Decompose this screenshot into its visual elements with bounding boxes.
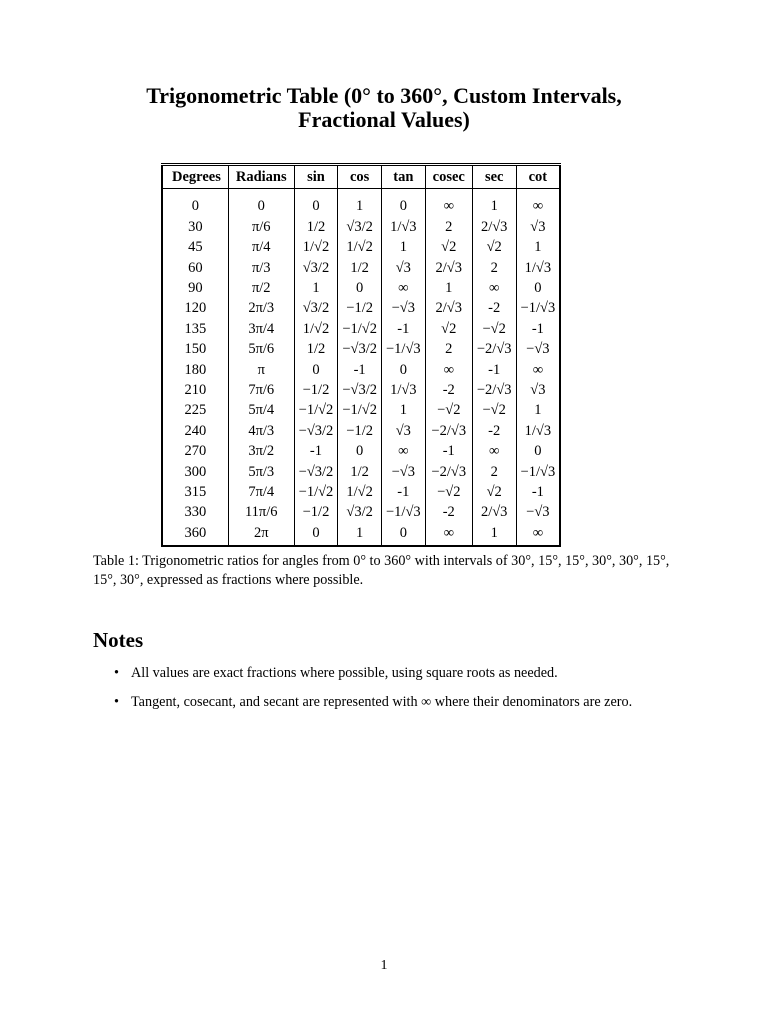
cell-cot: 0 <box>516 441 560 461</box>
table-row <box>162 482 560 502</box>
cell-sec: ∞ <box>472 441 516 461</box>
cell-tan: ∞ <box>381 441 425 461</box>
cell-sec: −2/√3 <box>472 339 516 359</box>
cell-sin: 1/√2 <box>294 319 338 339</box>
page-title <box>60 84 708 132</box>
cell-cot: √3 <box>516 380 560 400</box>
cell-degrees: 240 <box>162 421 228 441</box>
list-item <box>93 664 683 682</box>
cell-tan: √3 <box>381 258 425 278</box>
cell-degrees: 90 <box>162 278 228 298</box>
cell-radians: 11π/6 <box>228 502 294 522</box>
cell-degrees: 330 <box>162 502 228 522</box>
notes-heading: Notes <box>93 628 144 652</box>
cell-sec: 1 <box>472 195 516 217</box>
cell-degrees: 225 <box>162 400 228 420</box>
column-header-radians: Radians <box>228 165 294 189</box>
cell-sin: −1/2 <box>294 380 338 400</box>
table-row <box>162 237 560 257</box>
cell-cosec: -2 <box>425 502 472 522</box>
table-row <box>162 278 560 298</box>
cell-radians: π/6 <box>228 217 294 237</box>
cell-radians: π/4 <box>228 237 294 257</box>
cell-cosec: 2 <box>425 339 472 359</box>
cell-degrees: 150 <box>162 339 228 359</box>
cell-cos: 1/√2 <box>338 237 382 257</box>
cell-sec: −2/√3 <box>472 380 516 400</box>
table-row <box>162 441 560 461</box>
cell-cot: ∞ <box>516 195 560 217</box>
cell-cos: 0 <box>338 441 382 461</box>
cell-sin: 1/√2 <box>294 237 338 257</box>
cell-radians: 3π/4 <box>228 319 294 339</box>
cell-cot: 0 <box>516 278 560 298</box>
column-header-cos: cos <box>338 165 382 189</box>
cell-degrees: 45 <box>162 237 228 257</box>
cell-cot: ∞ <box>516 523 560 546</box>
table-caption: Table 1: Trigonometric ratios for angles from 0° to 360° with intervals of 30°, 15°, 15°, 30°, 30°, 15°, 15°, 30°, expressed as fractions where possible. <box>93 553 670 588</box>
cell-radians: 7π/6 <box>228 380 294 400</box>
cell-cos: −1/2 <box>338 421 382 441</box>
cell-sec: -2 <box>472 421 516 441</box>
cell-cos: −1/√2 <box>338 319 382 339</box>
cell-cosec: −2/√3 <box>425 421 472 441</box>
cell-sin: 1/2 <box>294 217 338 237</box>
cell-cos: −√3/2 <box>338 339 382 359</box>
cell-cosec: ∞ <box>425 195 472 217</box>
cell-tan: 0 <box>381 523 425 546</box>
cell-sec: -1 <box>472 360 516 380</box>
cell-degrees: 60 <box>162 258 228 278</box>
cell-sin: √3/2 <box>294 258 338 278</box>
cell-sin: -1 <box>294 441 338 461</box>
cell-radians: 3π/2 <box>228 441 294 461</box>
cell-sin: −1/√2 <box>294 400 338 420</box>
cell-sin: −1/2 <box>294 502 338 522</box>
table-row <box>162 195 560 217</box>
cell-cosec: −√2 <box>425 482 472 502</box>
cell-cos: −1/2 <box>338 298 382 318</box>
table-row <box>162 421 560 441</box>
table-row <box>162 400 560 420</box>
cell-degrees: 180 <box>162 360 228 380</box>
notes-list <box>93 664 683 722</box>
cell-cot: −1/√3 <box>516 462 560 482</box>
cell-sec: √2 <box>472 482 516 502</box>
cell-tan: −√3 <box>381 462 425 482</box>
cell-cosec: ∞ <box>425 360 472 380</box>
cell-sin: −√3/2 <box>294 462 338 482</box>
cell-cos: −1/√2 <box>338 400 382 420</box>
cell-cot: 1 <box>516 400 560 420</box>
cell-cot: 1 <box>516 237 560 257</box>
cell-radians: 2π <box>228 523 294 546</box>
table-row <box>162 258 560 278</box>
cell-radians: π/3 <box>228 258 294 278</box>
cell-radians: 4π/3 <box>228 421 294 441</box>
table-row <box>162 217 560 237</box>
cell-degrees: 0 <box>162 195 228 217</box>
cell-cot: −√3 <box>516 502 560 522</box>
list-item <box>93 693 683 711</box>
cell-degrees: 270 <box>162 441 228 461</box>
cell-cot: ∞ <box>516 360 560 380</box>
cell-sec: −√2 <box>472 400 516 420</box>
cell-cot: 1/√3 <box>516 421 560 441</box>
cell-cos: 1 <box>338 523 382 546</box>
cell-sec: √2 <box>472 237 516 257</box>
cell-radians: 5π/6 <box>228 339 294 359</box>
page-number: 1 <box>380 958 388 973</box>
cell-sec: ∞ <box>472 278 516 298</box>
cell-sin: √3/2 <box>294 298 338 318</box>
cell-cos: 1/2 <box>338 462 382 482</box>
cell-tan: −1/√3 <box>381 339 425 359</box>
cell-sin: 0 <box>294 360 338 380</box>
bullet-icon: • <box>114 694 119 710</box>
cell-cot: √3 <box>516 217 560 237</box>
cell-cosec: −√2 <box>425 400 472 420</box>
trig-table <box>161 163 561 547</box>
cell-cosec: 2/√3 <box>425 298 472 318</box>
cell-tan: 1/√3 <box>381 217 425 237</box>
table-row <box>162 298 560 318</box>
cell-degrees: 30 <box>162 217 228 237</box>
table-body <box>162 195 560 547</box>
cell-degrees: 135 <box>162 319 228 339</box>
cell-degrees: 210 <box>162 380 228 400</box>
cell-cos: −√3/2 <box>338 380 382 400</box>
cell-sec: 1 <box>472 523 516 546</box>
cell-sec: 2 <box>472 462 516 482</box>
cell-cosec: 2/√3 <box>425 258 472 278</box>
cell-sec: 2/√3 <box>472 217 516 237</box>
cell-radians: 2π/3 <box>228 298 294 318</box>
cell-cot: −1/√3 <box>516 298 560 318</box>
cell-tan: 0 <box>381 360 425 380</box>
cell-degrees: 120 <box>162 298 228 318</box>
cell-sin: −1/√2 <box>294 482 338 502</box>
cell-radians: 5π/3 <box>228 462 294 482</box>
cell-cosec: ∞ <box>425 523 472 546</box>
cell-cos: 1/2 <box>338 258 382 278</box>
bullet-icon: • <box>114 665 119 681</box>
cell-sin: −√3/2 <box>294 421 338 441</box>
cell-cot: 1/√3 <box>516 258 560 278</box>
cell-cosec: √2 <box>425 319 472 339</box>
table-row <box>162 462 560 482</box>
cell-degrees: 315 <box>162 482 228 502</box>
cell-cosec: -1 <box>425 441 472 461</box>
cell-cot: −√3 <box>516 339 560 359</box>
cell-cos: -1 <box>338 360 382 380</box>
title-line-1: Trigonometric Table (0° to 360°, Custom Intervals, <box>146 83 622 108</box>
cell-cos: 1 <box>338 195 382 217</box>
column-header-sin: sin <box>294 165 338 189</box>
cell-radians: 5π/4 <box>228 400 294 420</box>
cell-tan: −1/√3 <box>381 502 425 522</box>
table-row <box>162 339 560 359</box>
cell-tan: −√3 <box>381 298 425 318</box>
cell-tan: -1 <box>381 482 425 502</box>
table-row <box>162 319 560 339</box>
column-header-degrees: Degrees <box>162 165 228 189</box>
cell-sin: 0 <box>294 195 338 217</box>
cell-sin: 1 <box>294 278 338 298</box>
cell-tan: 1 <box>381 400 425 420</box>
cell-cosec: 1 <box>425 278 472 298</box>
cell-tan: 0 <box>381 195 425 217</box>
cell-radians: 0 <box>228 195 294 217</box>
cell-radians: π <box>228 360 294 380</box>
cell-cos: √3/2 <box>338 217 382 237</box>
column-header-cot: cot <box>516 165 560 189</box>
cell-cot: -1 <box>516 482 560 502</box>
cell-cos: 1/√2 <box>338 482 382 502</box>
cell-sec: -2 <box>472 298 516 318</box>
note-text: Tangent, cosecant, and secant are represented with ∞ where their denominators are zero. <box>131 694 633 710</box>
cell-cos: 0 <box>338 278 382 298</box>
cell-cosec: −2/√3 <box>425 462 472 482</box>
table-header-row <box>162 165 560 189</box>
note-text: All values are exact fractions where possible, using square roots as needed. <box>131 665 558 681</box>
cell-degrees: 360 <box>162 523 228 546</box>
cell-cot: -1 <box>516 319 560 339</box>
cell-cos: √3/2 <box>338 502 382 522</box>
table-row <box>162 502 560 522</box>
cell-cosec: -2 <box>425 380 472 400</box>
cell-radians: 7π/4 <box>228 482 294 502</box>
cell-tan: ∞ <box>381 278 425 298</box>
cell-degrees: 300 <box>162 462 228 482</box>
cell-sin: 1/2 <box>294 339 338 359</box>
title-line-2: Fractional Values) <box>298 107 470 132</box>
table-row <box>162 360 560 380</box>
cell-sec: 2/√3 <box>472 502 516 522</box>
cell-cosec: 2 <box>425 217 472 237</box>
cell-sin: 0 <box>294 523 338 546</box>
cell-tan: √3 <box>381 421 425 441</box>
table-row <box>162 380 560 400</box>
cell-sec: 2 <box>472 258 516 278</box>
column-header-tan: tan <box>381 165 425 189</box>
cell-tan: -1 <box>381 319 425 339</box>
column-header-cosec: cosec <box>425 165 472 189</box>
cell-tan: 1/√3 <box>381 380 425 400</box>
column-header-sec: sec <box>472 165 516 189</box>
cell-cosec: √2 <box>425 237 472 257</box>
table-row <box>162 523 560 546</box>
cell-tan: 1 <box>381 237 425 257</box>
cell-radians: π/2 <box>228 278 294 298</box>
cell-sec: −√2 <box>472 319 516 339</box>
